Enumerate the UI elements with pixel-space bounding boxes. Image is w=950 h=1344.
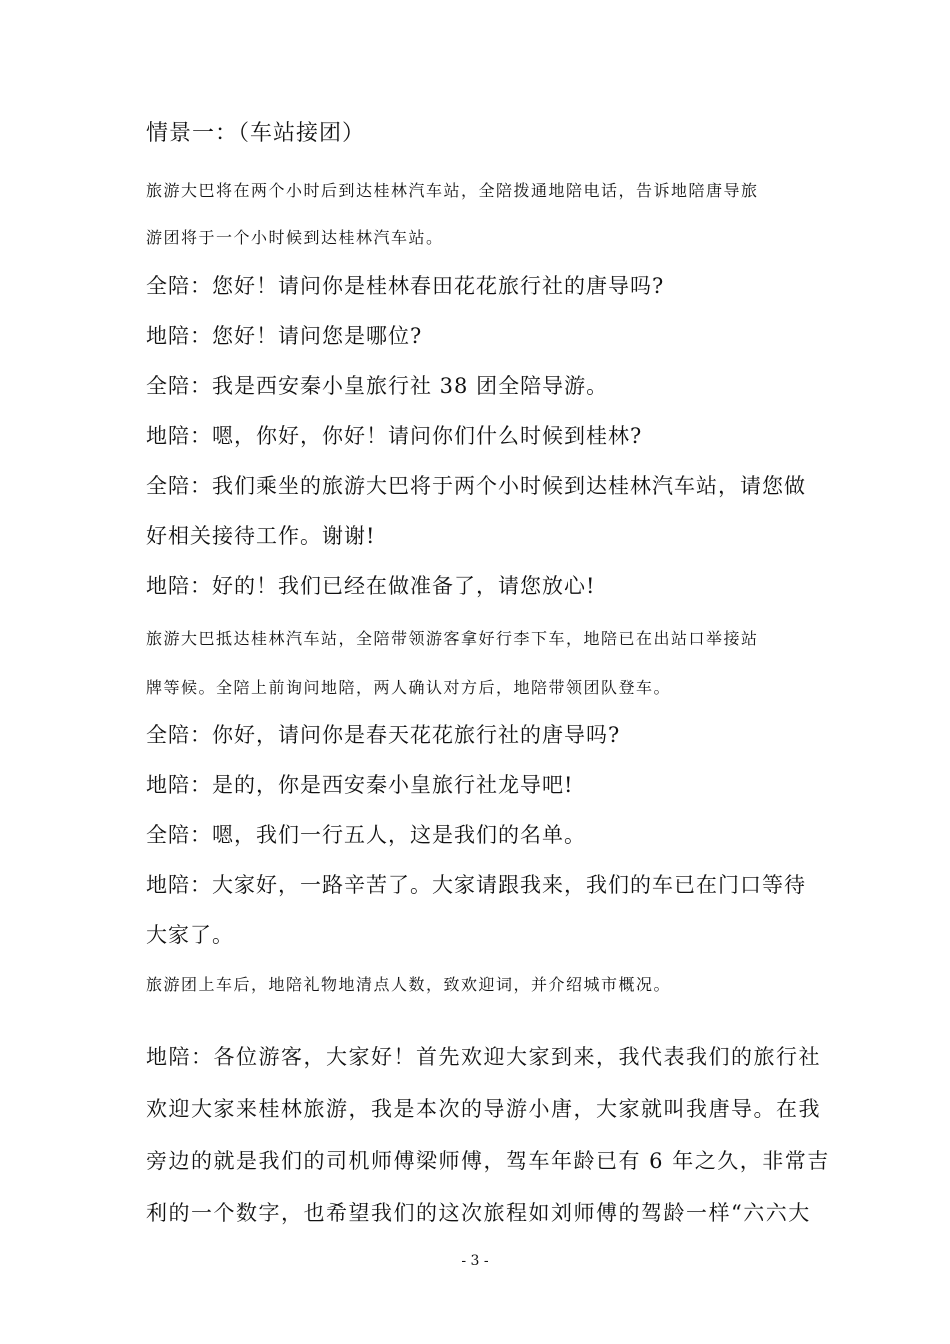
- narration-line: 旅游大巴将在两个小时后到达桂林汽车站，全陪拨通地陪电话，告诉地陪唐导旅: [146, 181, 759, 200]
- dialogue-line: 地陪：好的！我们已经在做准备了，请您放心!: [146, 574, 596, 598]
- narration-line: 牌等候。全陪上前询问地陪，两人确认对方后，地陪带领团队登车。: [146, 678, 672, 697]
- dialogue-line: 好相关接待工作。谢谢!: [146, 524, 376, 548]
- speech-line: 欢迎大家来桂林旅游，我是本次的导游小唐，大家就叫我唐导。在我: [146, 1097, 821, 1121]
- dialogue-line: 地陪：是的，你是西安秦小皇旅行社龙导吧!: [146, 773, 574, 797]
- narration-line: 旅游大巴抵达桂林汽车站，全陪带领游客拿好行李下车，地陪已在出站口举接站: [146, 629, 759, 648]
- dialogue-line: 全陪：我们乘坐的旅游大巴将于两个小时候到达桂林汽车站，请您做: [146, 474, 806, 498]
- narration-line: 游团将于一个小时候到达桂林汽车站。: [146, 228, 444, 247]
- dialogue-line: 大家了。: [146, 923, 234, 947]
- dialogue-line: 全陪：嗯，我们一行五人，这是我们的名单。: [146, 823, 586, 847]
- dialogue-line: 地陪：您好！请问您是哪位?: [146, 324, 423, 348]
- scene-heading: 情景一：（车站接团）: [146, 121, 366, 146]
- speech-line: 旁边的就是我们的司机师傅梁师傅，驾车年龄已有 6 年之久，非常吉: [146, 1149, 830, 1173]
- dialogue-line: 地陪：大家好，一路辛苦了。大家请跟我来，我们的车已在门口等待: [146, 873, 806, 897]
- dialogue-line: 全陪：我是西安秦小皇旅行社 38 团全陪导游。: [146, 374, 609, 398]
- speech-line: 地陪：各位游客，大家好！首先欢迎大家到来，我代表我们的旅行社: [146, 1045, 821, 1069]
- narration-line: 旅游团上车后，地陪礼物地清点人数，致欢迎词，并介绍城市概况。: [146, 975, 672, 994]
- dialogue-line: 全陪：你好，请问你是春天花花旅行社的唐导吗?: [146, 723, 621, 747]
- speech-line: 利的一个数字，也希望我们的这次旅程如刘师傅的驾龄一样“六六大: [146, 1201, 811, 1225]
- dialogue-line: 全陪：您好！请问你是桂林春田花花旅行社的唐导吗?: [146, 274, 665, 298]
- dialogue-line: 地陪：嗯，你好，你好！请问你们什么时候到桂林?: [146, 424, 643, 448]
- page-number: - 3 -: [461, 1253, 489, 1269]
